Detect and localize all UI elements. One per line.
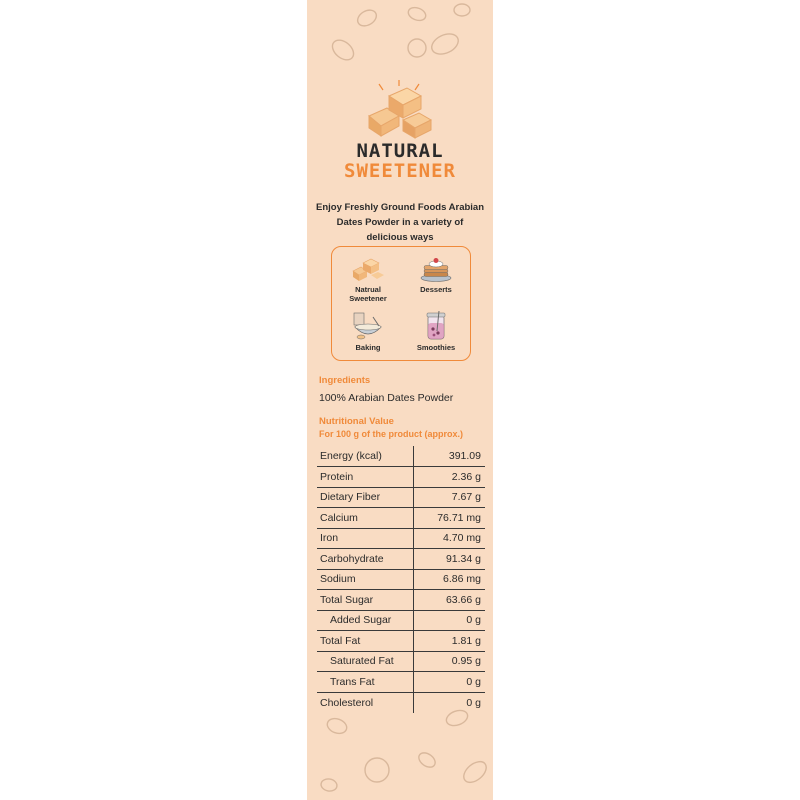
usage-label: Smoothies (416, 343, 456, 352)
table-row (317, 692, 485, 713)
table-row (317, 631, 485, 652)
nutrient-value: 63.66 g (413, 590, 485, 611)
title-sweetener: SWEETENER (344, 160, 456, 182)
nutrient-value: 0 g (413, 610, 485, 631)
mixing-bowl-icon (349, 311, 387, 341)
nutrient-value: 391.09 (448, 450, 481, 462)
usage-item-sweetener (336, 255, 400, 303)
nutrient-value: 7.67 g (413, 487, 485, 508)
nutrient-value: 0 g (413, 692, 485, 713)
nutrient-value: 91.34 g (413, 549, 485, 570)
nutrient-name: Trans Fat (317, 672, 413, 693)
table-row (317, 672, 485, 693)
sugar-cubes-icon (359, 78, 439, 140)
usage-label: Natrual Sweetener (349, 285, 387, 303)
usage-item-desserts (404, 255, 468, 294)
table-row (317, 508, 485, 529)
nutrient-name: Calcium (317, 508, 413, 529)
table-row (317, 467, 485, 488)
table-row (317, 651, 485, 672)
usage-ideas-box (331, 246, 471, 361)
nutrient-value: 0 g (413, 672, 485, 693)
smoothie-jar-icon (417, 311, 455, 341)
usage-item-baking (336, 311, 400, 352)
nutrient-name: Total Sugar (317, 590, 413, 611)
nutrient-name: Carbohydrate (317, 549, 413, 570)
table-row (317, 549, 485, 570)
product-label-panel (307, 0, 493, 800)
nutrient-value: 0.95 g (413, 651, 485, 672)
table-row (317, 610, 485, 631)
nutrient-name: Added Sugar (317, 610, 413, 631)
nutrient-value: 1.81 g (413, 631, 485, 652)
nutrition-heading: Nutritional Value (319, 416, 394, 427)
nutrient-name: Iron (317, 528, 413, 549)
nutrient-name: Saturated Fat (317, 651, 413, 672)
usage-label: Baking (355, 343, 381, 352)
usage-label: Desserts (420, 285, 452, 294)
pancakes-icon (417, 255, 455, 283)
sugar-cubes-icon (349, 255, 387, 283)
nutrient-name: Dietary Fiber (317, 487, 413, 508)
nutrition-table (317, 446, 485, 713)
table-row (317, 569, 485, 590)
table-row (317, 487, 485, 508)
intro-text: Enjoy Freshly Ground Foods Arabian Dates Powder in a variety of delicious ways (315, 202, 485, 243)
nutrient-name: Energy (kcal) (317, 446, 413, 467)
table-row (317, 446, 485, 467)
nutrient-name: Cholesterol (317, 692, 413, 713)
ingredients-heading: Ingredients (319, 375, 371, 386)
nutrient-value: 76.71 mg (413, 508, 485, 529)
title-natural: NATURAL (356, 140, 444, 162)
ingredients-text: 100% Arabian Dates Powder (319, 392, 454, 404)
nutrient-value: 6.86 mg (413, 569, 485, 590)
table-row (317, 528, 485, 549)
nutrient-value: 2.36 g (413, 467, 485, 488)
nutrient-name: Protein (317, 467, 413, 488)
nutrient-name: Total Fat (317, 631, 413, 652)
nutrition-subheading: For 100 g of the product (approx.) (319, 429, 464, 439)
nutrient-value: 4.70 mg (413, 528, 485, 549)
usage-item-smoothies (404, 311, 468, 352)
nutrient-name: Sodium (317, 569, 413, 590)
table-row (317, 590, 485, 611)
